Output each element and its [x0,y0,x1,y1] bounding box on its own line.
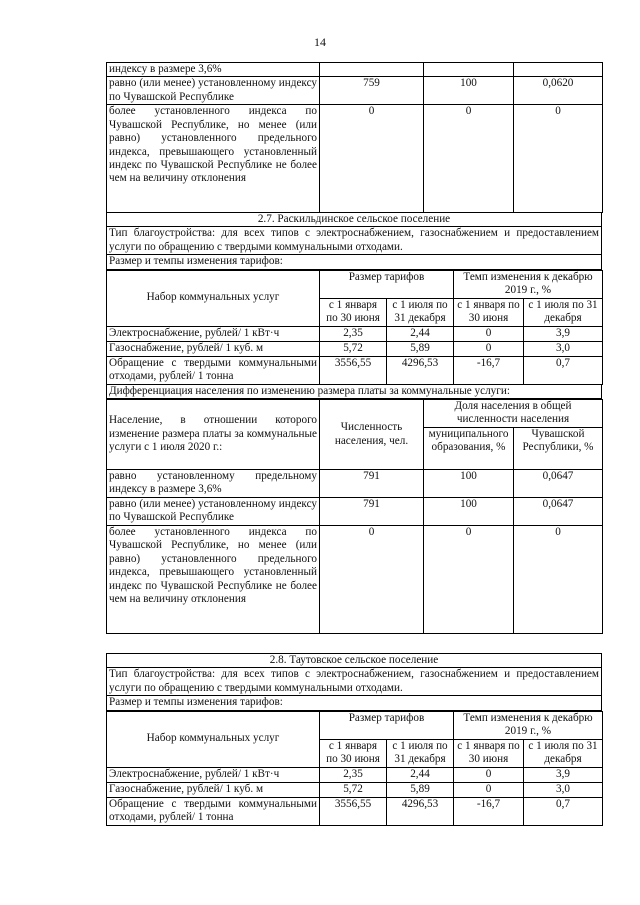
service-cell: Газоснабжение, рублей/ 1 куб. м [107,782,320,797]
service-cell: Электроснабжение, рублей/ 1 кВт·ч [107,326,320,341]
header-count: Численность населения, чел. [320,400,424,470]
rate-cell: 0 [454,782,524,797]
rate-cell: -16,7 [454,356,524,384]
header-mun: муниципального образования, % [424,428,514,470]
share-mun-cell: 100 [424,498,514,526]
rate-cell: 3,0 [524,782,603,797]
tariffs-table [106,711,603,826]
share-chr-cell: 0,0647 [514,498,603,526]
row-label: равно установленному предельному индексу в размере 3,6% [107,470,320,498]
service-cell: Электроснабжение, рублей/ 1 кВт·ч [107,767,320,782]
amenity-type-text: Тип благоустройства: для всех типов с электроснабжением, газоснабжением и предоставлением услуги по обращению с твердыми коммунальными отходами. [106,668,602,696]
value-cell: 4296,53 [387,356,454,384]
row-label: индексу в размере 3,6% [107,63,320,77]
rate-cell: 0,7 [524,356,603,384]
service-cell: Обращение с твердыми коммунальными отходами, рублей/ 1 тонна [107,797,320,825]
header-period: с 1 января по 30 июня [454,739,524,767]
rate-cell: 0 [454,326,524,341]
section-2-8 [106,653,602,826]
row-label: более установленного индекса по Чувашской Республике, но менее (или равно) установленного предельного индекса, превышающего установленный индекс по Чувашской Республике не более чем на величину отклонения [107,105,320,213]
table-row [107,470,603,498]
header-share: Доля населения в общей численности населения [424,400,603,428]
table-row [107,782,603,797]
header-chr: Чувашской Республики, % [514,428,603,470]
share-mun-cell: 100 [424,77,514,105]
population-table [106,399,603,634]
table-row [107,526,603,634]
population-table-continued [106,62,602,213]
differentiation-caption: Дифференциация населения по изменению размера платы за коммунальные услуги: [106,385,602,399]
header-rate: Темп изменения к декабрю 2019 г., % [454,270,603,298]
section-2-7 [106,213,602,634]
count-cell: 0 [320,526,424,634]
value-cell: 5,89 [387,341,454,356]
page-number: 14 [314,35,326,49]
share-chr-cell: 0 [514,105,603,213]
value-cell: 3556,55 [320,356,387,384]
share-chr-cell: 0,0620 [514,77,603,105]
share-chr-cell: 0,0647 [514,470,603,498]
value-cell: 2,44 [387,326,454,341]
share-mun-cell: 100 [424,470,514,498]
rate-cell: -16,7 [454,797,524,825]
table-row [107,77,603,105]
header-size: Размер тарифов [320,270,454,298]
header-period: с 1 января по 30 июня [320,739,387,767]
share-mun-cell: 0 [424,526,514,634]
rates-caption: Размер и темпы изменения тарифов: [106,255,602,269]
tariffs-table [106,270,603,385]
header-period: с 1 июля по 31 декабря [387,298,454,326]
row-label: равно (или менее) установленному индексу по Чувашской Республике [107,77,320,105]
share-mun-cell: 0 [424,105,514,213]
count-cell: 791 [320,498,424,526]
value-cell: 5,89 [387,782,454,797]
value-cell: 5,72 [320,782,387,797]
value-cell: 4296,53 [387,797,454,825]
rate-cell: 3,9 [524,326,603,341]
header-population: Население, в отношении которого изменение размера платы за коммунальные услуги с 1 июля 2020 г.: [107,400,320,470]
value-cell: 3556,55 [320,797,387,825]
header-period: с 1 июля по 31 декабря [387,739,454,767]
table-row [107,797,603,825]
count-cell: 0 [320,105,424,213]
table-row [107,326,603,341]
row-label: более установленного индекса по Чувашской Республике, но менее (или равно) установленного предельного индекса, превышающего установленный индекс по Чувашской Республике не более чем на величину отклонения [107,526,320,634]
header-size: Размер тарифов [320,711,454,739]
header-period: с 1 июля по 31 декабря [524,298,603,326]
service-cell: Газоснабжение, рублей/ 1 куб. м [107,341,320,356]
count-cell: 759 [320,77,424,105]
header-period: с 1 января по 30 июня [454,298,524,326]
table-row [107,341,603,356]
rate-cell: 0 [454,767,524,782]
header-period: с 1 января по 30 июня [320,298,387,326]
row-label: равно (или менее) установленному индексу по Чувашской Республике [107,498,320,526]
value-cell: 2,44 [387,767,454,782]
rate-cell: 0,7 [524,797,603,825]
section-title: 2.8. Таутовское сельское поселение [106,653,602,668]
value-cell: 2,35 [320,326,387,341]
header-period: с 1 июля по 31 декабря [524,739,603,767]
header-rate: Темп изменения к декабрю 2019 г., % [454,711,603,739]
rate-cell: 3,0 [524,341,603,356]
table-row [107,356,603,384]
rate-cell: 3,9 [524,767,603,782]
table-row [107,105,603,213]
section-title: 2.7. Раскильдинское сельское поселение [106,213,602,227]
count-cell: 791 [320,470,424,498]
table-row [107,498,603,526]
rates-caption: Размер и темпы изменения тарифов: [106,696,602,710]
table-row [107,63,603,77]
header-service: Набор коммунальных услуг [107,270,320,326]
service-cell: Обращение с твердыми коммунальными отходами, рублей/ 1 тонна [107,356,320,384]
amenity-type-text: Тип благоустройства: для всех типов с электроснабжением, газоснабжением и предоставлением услуги по обращению с твердыми коммунальными отходами. [106,227,602,255]
table-row [107,767,603,782]
rate-cell: 0 [454,341,524,356]
header-service: Набор коммунальных услуг [107,711,320,767]
value-cell: 2,35 [320,767,387,782]
value-cell: 5,72 [320,341,387,356]
share-chr-cell: 0 [514,526,603,634]
